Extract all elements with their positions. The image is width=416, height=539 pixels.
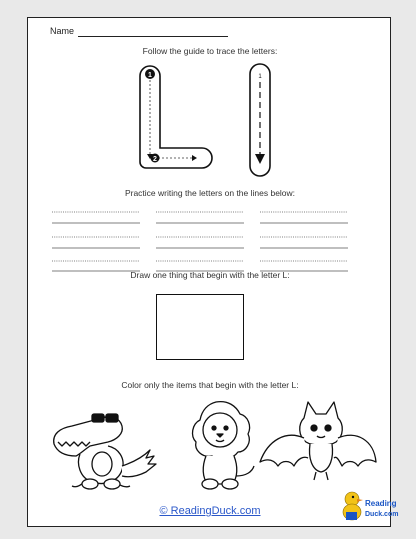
practice-instruction: Practice writing the letters on the lines below: [124,188,296,198]
step-three-number: 1 [258,74,262,80]
crocodile-picture[interactable] [54,414,156,489]
step-one-number: 1 [148,72,152,79]
coloring-pictures [46,396,376,491]
lion-picture[interactable] [193,402,254,489]
bat-picture[interactable] [260,402,376,480]
step-two-number: 2 [153,156,157,163]
drawing-box[interactable] [156,294,244,360]
uppercase-l-outline [140,66,212,168]
arrow-down-icon [255,154,265,164]
logo-text-duck: Duck.com [365,511,399,518]
logo-text-reading: Reading [365,499,397,508]
draw-instruction: Draw one thing that begin with the letter L: [130,270,290,280]
practice-lines[interactable] [52,208,352,274]
name-write-line[interactable] [78,36,228,37]
arrow-right-icon [192,155,197,161]
trace-instruction: Follow the guide to trace the letters: [142,46,278,56]
readingduck-link[interactable]: © ReadingDuck.com [159,505,261,517]
letter-trace-guide [128,58,278,178]
readingduck-logo [340,490,399,524]
worksheet-page [27,17,399,527]
name-label: Name [50,26,75,36]
color-instruction: Color only the items that begin with the letter L: [121,380,299,390]
